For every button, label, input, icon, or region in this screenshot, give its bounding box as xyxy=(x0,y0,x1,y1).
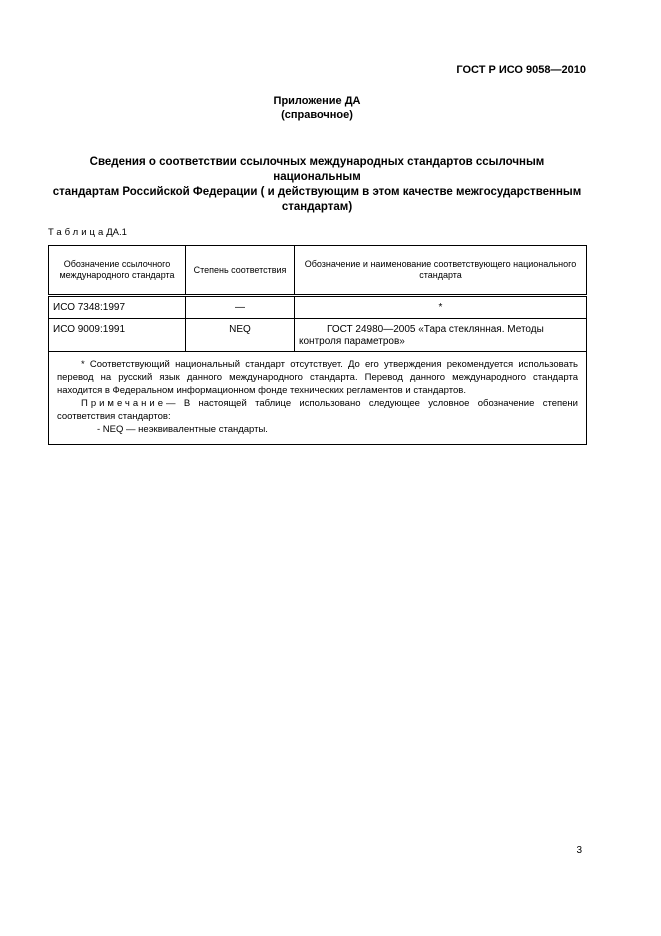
table-footnote-row xyxy=(49,352,587,445)
table-row xyxy=(49,319,587,352)
table-label-word: Таблица xyxy=(48,227,107,238)
cell-national-standard: ГОСТ 24980—2005 «Тара стеклянная. Методы контроля параметров» xyxy=(295,319,587,352)
correspondence-table xyxy=(48,245,587,445)
col-header-reference-standard: Обозначение ссылочного международного стандарта xyxy=(49,246,186,296)
cell-degree: — xyxy=(186,296,295,319)
footnote-note-text: — В настоящей таблице использовано следующее условное обозначение степени соответствия стандартов: xyxy=(57,398,578,422)
page-number: 3 xyxy=(576,845,582,856)
content-column xyxy=(48,0,586,445)
cell-degree: NEQ xyxy=(186,319,295,352)
table-label-number: ДА.1 xyxy=(106,227,127,238)
cell-reference-standard: ИСО 7348:1997 xyxy=(49,296,186,319)
document-number: ГОСТ Р ИСО 9058—2010 xyxy=(456,64,586,76)
cell-national-standard: * xyxy=(295,296,587,319)
table-footnote-cell xyxy=(49,352,587,445)
cell-reference-standard: ИСО 9009:1991 xyxy=(49,319,186,352)
footnote-note xyxy=(57,397,578,423)
footnote-asterisk-text: * Соответствующий национальный стандарт отсутствует. До его утверждения рекомендуется использовать перевод на русский язык данного международного стандарта. Перевод данного международного стандарта находится в Федеральном информационном фонде технических регламентов и стандартов. xyxy=(57,359,578,396)
table-label xyxy=(48,227,586,238)
footnote-note-item: - NEQ — неэквивалентные стандарты. xyxy=(97,424,268,435)
heading-line-3: стандартам) xyxy=(281,201,353,213)
col-header-degree: Степень соответствия xyxy=(186,246,295,296)
table-row xyxy=(49,296,587,319)
table-header-row xyxy=(49,246,587,296)
appendix-title: Приложение ДА xyxy=(273,95,361,107)
footnote-note-label: Примечание xyxy=(81,398,166,409)
heading-line-2: стандартам Российской Федерации ( и действующим в этом качестве межгосударственным xyxy=(52,186,582,198)
heading-line-1: Сведения о соответствии ссылочных международных стандартов ссылочным национальным xyxy=(89,156,545,183)
appendix-subtitle: (справочное) xyxy=(281,109,353,121)
section-heading xyxy=(48,155,586,215)
appendix-block xyxy=(48,94,586,122)
col-header-national-standard: Обозначение и наименование соответствующего национального стандарта xyxy=(295,246,587,296)
